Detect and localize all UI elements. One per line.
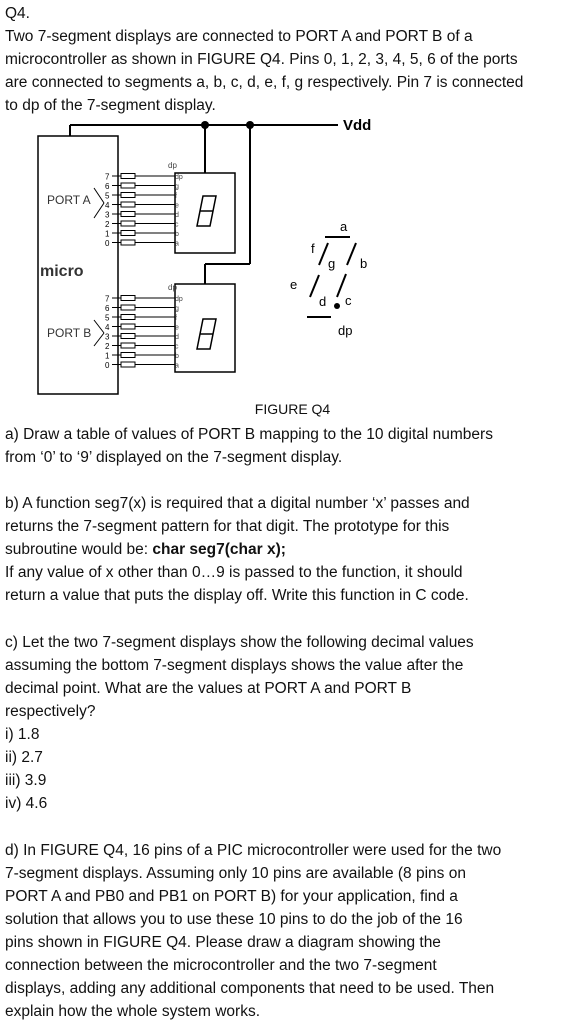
- port-b-pin-number: 5: [105, 313, 110, 323]
- intro-line: Two 7-segment displays are connected to PORT A and PORT B of a: [5, 28, 473, 45]
- part-c-item: ii) 2.7: [5, 749, 43, 766]
- part-b-line: return a value that puts the display off. Write this function in C code.: [5, 587, 469, 604]
- resistor: [121, 202, 135, 207]
- part-c-line: c) Let the two 7-segment displays show the following decimal values: [5, 634, 474, 651]
- segment-b: [347, 243, 356, 265]
- resistor: [121, 324, 135, 329]
- port-a-pin-number: 4: [105, 201, 110, 210]
- part-d-line: connection between the microcontroller and the two 7-segment: [5, 957, 437, 974]
- port-b-segment-label: dp: [175, 296, 183, 303]
- resistor: [121, 231, 135, 236]
- port-b-pin-number: 4: [105, 323, 110, 332]
- segment-f: [319, 243, 328, 265]
- port-a-segment-label: c: [175, 221, 179, 229]
- intro-line: are connected to segments a, b, c, d, e, f, g respectively. Pin 7 is connected: [5, 74, 524, 91]
- segment-letter: a: [340, 219, 348, 234]
- part-c-item: i) 1.8: [5, 726, 40, 743]
- part-d-line: pins shown in FIGURE Q4. Please draw a diagram showing the: [5, 934, 441, 951]
- port-a-pin-number: 5: [105, 191, 110, 201]
- resistor: [121, 221, 135, 226]
- port-b-segment-label: g: [175, 305, 179, 313]
- resistor: [121, 296, 135, 301]
- port-a-dp-label: dp: [168, 161, 177, 170]
- port-a-pin-number: 2: [105, 220, 110, 229]
- part-c-line: assuming the bottom 7-segment displays shows the value after the: [5, 657, 464, 674]
- segment-dp: [334, 303, 340, 309]
- part-a-line: a) Draw a table of values of PORT B mapping to the 10 digital numbers: [5, 426, 493, 443]
- resistor: [121, 305, 135, 310]
- resistor: [121, 362, 135, 367]
- port-b-bracket: [94, 333, 104, 346]
- port-a-segment-label: b: [175, 231, 179, 238]
- resistor: [121, 174, 135, 179]
- port-b-pin-number: 6: [105, 304, 110, 313]
- port-a-bracket: [94, 203, 104, 218]
- resistor: [121, 240, 135, 245]
- display-b-glyph: [197, 319, 216, 349]
- port-b-bracket: [94, 320, 104, 333]
- port-b-pin-number: 3: [105, 332, 110, 342]
- segment-letter: g: [328, 256, 336, 271]
- port-b-segment-label: e: [175, 324, 179, 332]
- part-b-line: returns the 7-segment pattern for that digit. The prototype for this: [5, 518, 450, 535]
- port-b-label: PORT B: [47, 326, 92, 340]
- part-b-line: b) A function seg7(x) is required that a digital number ‘x’ passes and: [5, 495, 470, 512]
- segment-letter: c: [345, 293, 352, 308]
- part-c-item: iii) 3.9: [5, 772, 47, 789]
- display-a-box: [175, 173, 235, 253]
- port-b-pins: [105, 283, 183, 370]
- part-d: [5, 839, 580, 1023]
- port-b-dp-label: dp: [168, 283, 177, 292]
- part-b-line: If any value of x other than 0…9 is passed to the function, it should: [5, 564, 463, 581]
- part-d-line: d) In FIGURE Q4, 16 pins of a PIC microcontroller were used for the two: [5, 842, 502, 859]
- vdd-label: Vdd: [343, 117, 372, 134]
- port-a-pins: [105, 161, 183, 248]
- part-a-line: from ‘0’ to ‘9’ displayed on the 7-segment display.: [5, 449, 343, 466]
- part-d-line: solution that allows you to use these 10 pins to do the job of the 16: [5, 911, 463, 928]
- question-header: [5, 2, 580, 117]
- port-a-pin-number: 0: [105, 239, 110, 248]
- port-a-pin-number: 3: [105, 210, 110, 220]
- resistor: [121, 334, 135, 339]
- port-b-segment-label: f: [175, 315, 177, 322]
- port-a-segment-label: e: [175, 202, 179, 210]
- resistor: [121, 183, 135, 188]
- resistor: [121, 212, 135, 217]
- prototype-prefix: subroutine would be:: [5, 541, 153, 558]
- port-a-segment-label: d: [175, 212, 179, 219]
- port-a-label: PORT A: [47, 193, 91, 207]
- port-b-segment-label: b: [175, 353, 179, 360]
- segment-letter: e: [290, 277, 298, 292]
- intro-line: microcontroller as shown in FIGURE Q4. Pins 0, 1, 2, 3, 4, 5, 6 of the ports: [5, 51, 518, 68]
- port-b-pin-number: 0: [105, 361, 110, 370]
- port-b-segment-label: d: [175, 334, 179, 341]
- circuit-diagram: [0, 108, 585, 398]
- segment-e: [310, 275, 319, 297]
- question-number: Q4.: [5, 5, 30, 22]
- display-a-glyph: [197, 196, 216, 226]
- part-c: [5, 631, 580, 815]
- part-b: [5, 492, 580, 607]
- port-b-pin-number: 2: [105, 342, 110, 351]
- part-d-line: explain how the whole system works.: [5, 1003, 261, 1020]
- part-d-line: PORT A and PB0 and PB1 on PORT B) for your application, find a: [5, 888, 458, 905]
- prototype-code: char seg7(char x);: [152, 541, 286, 558]
- port-b-segment-label: a: [175, 362, 179, 370]
- port-a-segment-label: g: [175, 183, 179, 191]
- port-b-segment-label: c: [175, 343, 179, 351]
- resistor: [121, 343, 135, 348]
- part-c-item: iv) 4.6: [5, 795, 48, 812]
- part-c-line: decimal point. What are the values at PORT A and PORT B: [5, 680, 412, 697]
- port-a-pin-number: 1: [105, 229, 110, 239]
- display-b-box: [175, 284, 235, 372]
- segment-letter: d: [319, 294, 327, 309]
- port-b-pin-number: 1: [105, 351, 110, 361]
- port-a-bracket: [94, 188, 104, 203]
- segment-letter: b: [360, 256, 368, 271]
- micro-label: micro: [40, 263, 84, 280]
- resistor: [121, 193, 135, 198]
- port-a-segment-label: a: [175, 240, 179, 248]
- segment-letter: f: [311, 241, 315, 256]
- port-b-pin-number: 7: [105, 294, 110, 304]
- port-a-pin-number: 7: [105, 172, 110, 182]
- resistor: [121, 315, 135, 320]
- port-a-segment-label: dp: [175, 174, 183, 181]
- port-a-pin-number: 6: [105, 182, 110, 191]
- port-a-segment-label: f: [175, 193, 177, 200]
- part-d-line: displays, adding any additional components that need to be used. Then: [5, 980, 495, 997]
- part-b-prototype-line: [5, 538, 580, 561]
- figure-caption: FIGURE Q4: [254, 401, 331, 417]
- part-a: [5, 423, 580, 469]
- segment-letter: dp: [338, 323, 353, 338]
- resistor: [121, 353, 135, 358]
- part-d-line: 7-segment displays. Assuming only 10 pins are available (8 pins on: [5, 865, 466, 882]
- part-c-line: respectively?: [5, 703, 96, 720]
- intro-line: to dp of the 7-segment display.: [5, 97, 216, 114]
